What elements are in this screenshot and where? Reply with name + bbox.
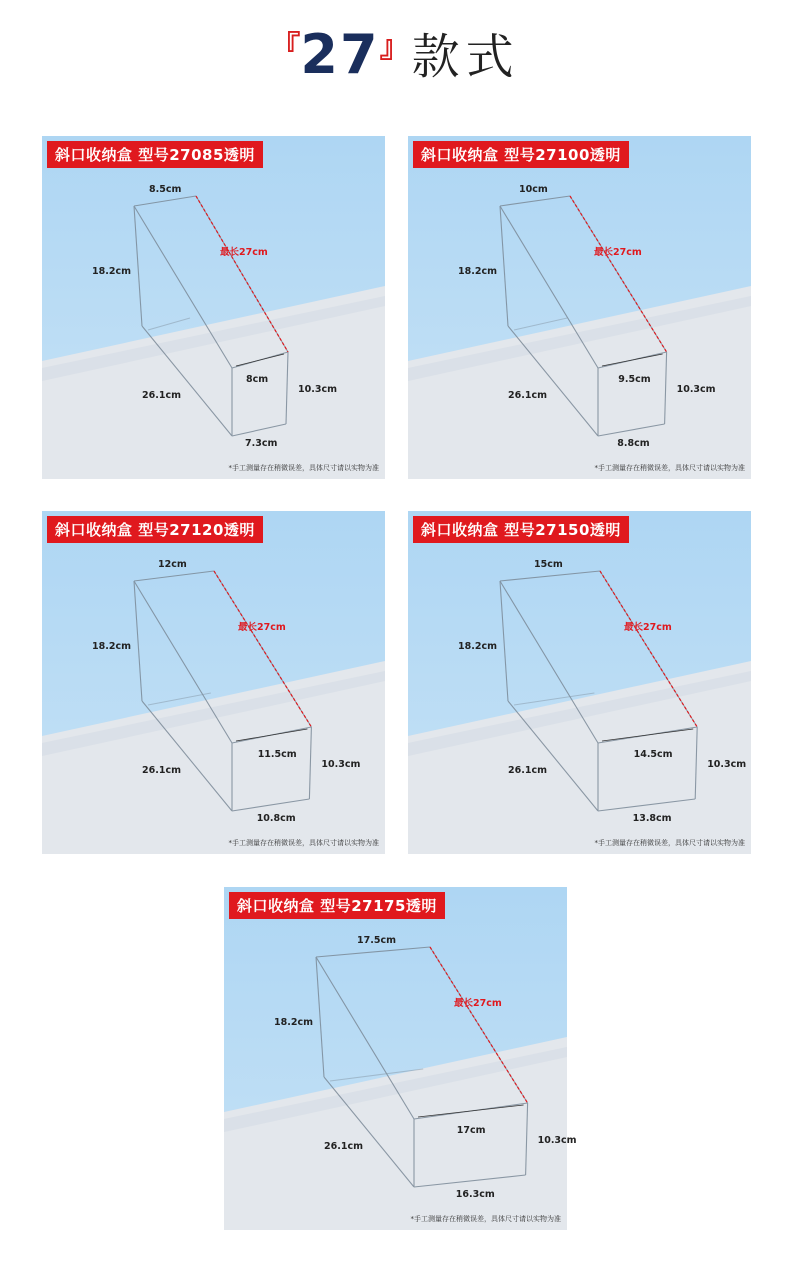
top-width-label: 17.5cm [357, 935, 396, 946]
measurement-note: *手工测量存在稍微误差，具体尺寸请以实物为准 [228, 464, 379, 472]
length-label: 26.1cm [142, 765, 181, 776]
model-badge: 斜口收纳盒 型号27175透明 [229, 892, 445, 919]
box-photo [42, 136, 385, 479]
length-label: 26.1cm [508, 390, 547, 401]
measurement-note: *手工测量存在稍微误差，具体尺寸请以实物为准 [594, 839, 745, 847]
model-badge: 斜口收纳盒 型号27120透明 [47, 516, 263, 543]
product-card [408, 511, 751, 854]
box-photo [408, 136, 751, 479]
top-width-label: 10cm [519, 184, 548, 195]
inner-width-label: 8cm [246, 374, 269, 385]
front-height-label: 10.3cm [537, 1135, 577, 1146]
bottom-width-label: 16.3cm [455, 1189, 495, 1200]
bottom-width-label: 8.8cm [617, 438, 650, 449]
measurement-note: *手工测量存在稍微误差，具体尺寸请以实物为准 [410, 1215, 561, 1223]
box-photo [42, 511, 385, 854]
max-length-label: 最长27cm [238, 622, 286, 633]
front-height-label: 10.3cm [298, 384, 337, 395]
max-length-label: 最长27cm [454, 998, 502, 1009]
header-title: 款式 [411, 29, 520, 85]
height-label: 18.2cm [92, 641, 131, 652]
length-label: 26.1cm [142, 390, 181, 401]
height-label: 18.2cm [458, 266, 497, 277]
box-photo [408, 511, 751, 854]
front-height-label: 10.3cm [676, 384, 716, 395]
height-label: 18.2cm [274, 1017, 313, 1028]
bottom-width-label: 10.8cm [256, 813, 296, 824]
height-label: 18.2cm [458, 641, 497, 652]
bracket-close: 』 [379, 30, 410, 65]
length-label: 26.1cm [324, 1141, 363, 1152]
inner-width-label: 17cm [456, 1125, 486, 1136]
inner-width-label: 9.5cm [618, 374, 651, 385]
front-height-label: 10.3cm [707, 759, 747, 770]
max-length-label: 最长27cm [220, 247, 268, 258]
product-card [42, 511, 385, 854]
measurement-note: *手工测量存在稍微误差，具体尺寸请以实物为准 [228, 839, 379, 847]
inner-width-label: 11.5cm [257, 749, 297, 760]
max-length-label: 最长27cm [624, 622, 672, 633]
bottom-width-label: 13.8cm [632, 813, 672, 824]
bottom-width-label: 7.3cm [245, 438, 278, 449]
front-height-label: 10.3cm [321, 759, 361, 770]
top-width-label: 8.5cm [149, 184, 182, 195]
style-count: 27 [300, 23, 380, 86]
bracket-open: 『 [270, 30, 301, 65]
height-label: 18.2cm [92, 266, 131, 277]
inner-width-label: 14.5cm [633, 749, 673, 760]
top-width-label: 15cm [534, 559, 563, 570]
product-card [224, 887, 577, 1230]
product-card [42, 136, 385, 479]
length-label: 26.1cm [508, 765, 547, 776]
model-badge: 斜口收纳盒 型号27100透明 [413, 141, 629, 168]
max-length-label: 最长27cm [594, 247, 642, 258]
model-badge: 斜口收纳盒 型号27085透明 [47, 141, 263, 168]
product-card [408, 136, 751, 479]
measurement-note: *手工测量存在稍微误差，具体尺寸请以实物为准 [594, 464, 745, 472]
top-width-label: 12cm [158, 559, 187, 570]
page-header [0, 18, 790, 98]
model-badge: 斜口收纳盒 型号27150透明 [413, 516, 629, 543]
